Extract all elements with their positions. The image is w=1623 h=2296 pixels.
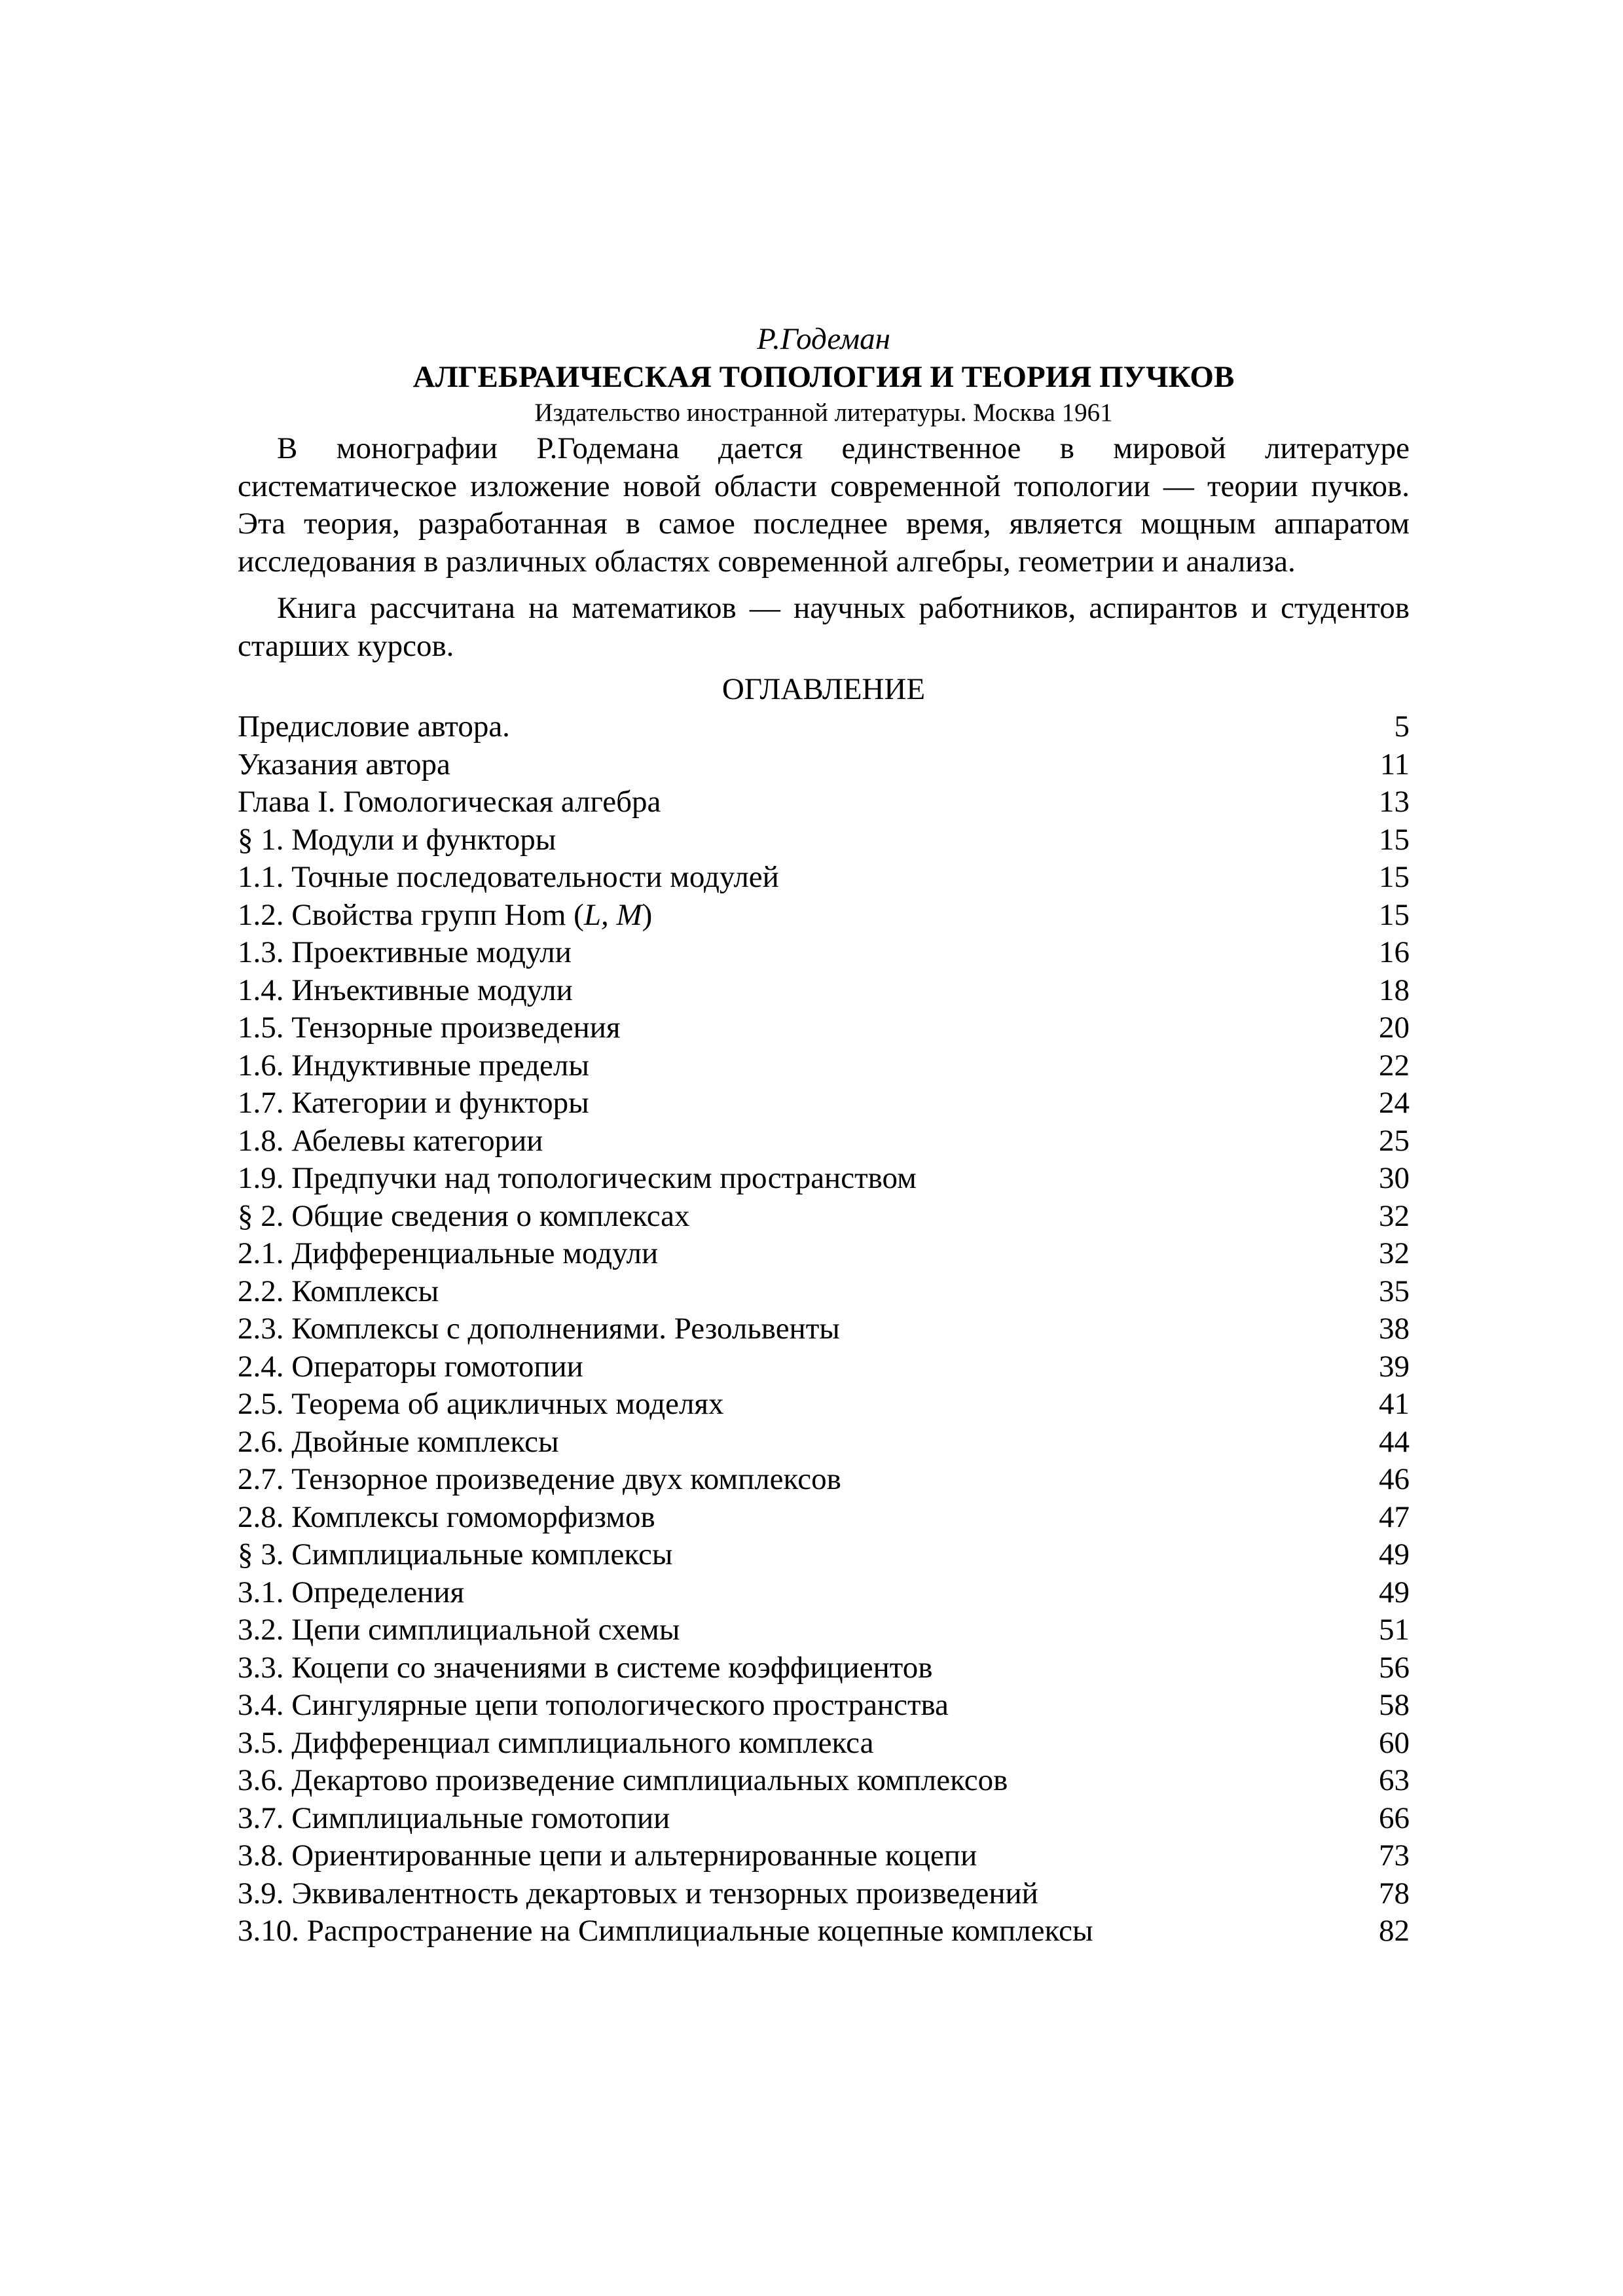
toc-entry-title: 2.2. Комплексы [238, 1274, 439, 1308]
toc-entry-page: 38 [1379, 1312, 1410, 1346]
toc-entry-title: § 3. Симплициальные комплексы [238, 1537, 673, 1571]
toc-entry-title: 2.3. Комплексы с дополнениями. Резольвенты [238, 1312, 840, 1346]
toc-entry-page: 51 [1379, 1613, 1410, 1647]
toc-entry-title: 1.5. Тензорные произведения [238, 1011, 621, 1045]
toc-entry [238, 1310, 1410, 1348]
toc-entry-page: 49 [1379, 1537, 1410, 1571]
book-author: Р.Годеман [757, 322, 890, 356]
toc-entry [238, 1461, 1410, 1499]
toc-entry-page: 63 [1379, 1763, 1410, 1797]
toc-entry-title: Указания автора [238, 747, 450, 781]
audience-paragraph: Книга рассчитана на математиков — научных работников, аспирантов и студентов старших курсов. [238, 591, 1410, 663]
toc-entry [238, 897, 1410, 935]
toc-entry-page: 58 [1379, 1688, 1410, 1722]
toc-entry-page: 32 [1379, 1236, 1410, 1270]
toc-entry [238, 1725, 1410, 1763]
toc-entry-title: 1.8. Абелевы категории [238, 1123, 543, 1158]
toc-entry-page: 44 [1379, 1424, 1410, 1459]
toc-entry-title: 3.9. Эквивалентность декартовых и тензорных произведений [238, 1876, 1038, 1910]
toc-entry-title: 3.3. Коцепи со значениями в системе коэффициентов [238, 1650, 933, 1685]
toc-entry-title: 1.1. Точные последовательности модулей [238, 860, 779, 894]
toc-entry-page: 39 [1379, 1349, 1410, 1384]
toc-entry-page: 24 [1379, 1086, 1410, 1120]
toc-entry [238, 1348, 1410, 1386]
toc-entry-title: § 2. Общие сведения о комплексах [238, 1198, 690, 1233]
toc-entry [238, 1160, 1410, 1198]
toc-entry-page: 78 [1379, 1876, 1410, 1910]
book-title: АЛГЕБРАИЧЕСКАЯ ТОПОЛОГИЯ И ТЕОРИЯ ПУЧКОВ [412, 360, 1235, 394]
toc-entry-page: 15 [1379, 897, 1410, 932]
toc-entry-page: 41 [1379, 1387, 1410, 1421]
toc-entry [238, 746, 1410, 784]
toc-entry-page: 82 [1379, 1914, 1410, 1948]
toc-entry [238, 1875, 1410, 1913]
toc-entry [238, 1800, 1410, 1838]
toc-entry-title: 3.1. Определения [238, 1575, 465, 1609]
toc-entry [238, 1386, 1410, 1424]
toc-entry [238, 1837, 1410, 1875]
toc-entry [238, 1009, 1410, 1047]
toc-entry-page: 35 [1379, 1274, 1410, 1308]
toc-entry-title: 3.8. Ориентированные цепи и альтернированные коцепи [238, 1839, 977, 1873]
toc-entry-title: 1.2. Свойства групп Hom (L, M) [238, 897, 653, 932]
toc-entry-page: 56 [1379, 1650, 1410, 1685]
toc-entry-title: Предисловие автора. [238, 709, 510, 744]
toc-entry-title: 3.5. Дифференциал симплициального комплекса [238, 1725, 874, 1760]
toc-entry-title: § 1. Модули и функторы [238, 822, 556, 857]
toc-entry [238, 1536, 1410, 1574]
toc-entry-page: 49 [1379, 1575, 1410, 1609]
toc-entry [238, 972, 1410, 1010]
toc-entry-title: 3.6. Декартово произведение симплициальных комплексов [238, 1763, 1008, 1797]
toc-entry [238, 934, 1410, 972]
table-of-contents [238, 708, 1410, 1950]
toc-entry-title: Глава I. Гомологическая алгебра [238, 785, 661, 819]
toc-entry-page: 30 [1379, 1161, 1410, 1195]
toc-entry [238, 1762, 1410, 1800]
toc-entry-page: 20 [1379, 1011, 1410, 1045]
description-paragraph: В монографии Р.Годемана дается единственное в мировой литературе систематическое изложение новой области современной топологии — теории пучков. Эта теория, разработанная в самое последнее время, является мощным аппаратом исследования в различных областях современной алгебры, геометрии и анализа. [238, 431, 1410, 579]
toc-entry-page: 66 [1379, 1801, 1410, 1835]
toc-entry [238, 1649, 1410, 1687]
toc-entry [238, 1198, 1410, 1236]
toc-entry [238, 1499, 1410, 1537]
toc-entry-title: 2.7. Тензорное произведение двух комплексов [238, 1462, 841, 1496]
toc-entry [238, 1912, 1410, 1950]
toc-entry [238, 783, 1410, 821]
toc-entry-title: 1.4. Инъективные модули [238, 973, 573, 1007]
toc-entry [238, 1047, 1410, 1085]
toc-entry-title: 2.6. Двойные комплексы [238, 1424, 559, 1459]
toc-heading: ОГЛАВЛЕНИЕ [721, 672, 926, 706]
toc-entry-title: 1.3. Проективные модули [238, 935, 572, 969]
toc-entry [238, 1122, 1410, 1160]
toc-entry-page: 60 [1379, 1725, 1410, 1760]
toc-entry-title: 2.8. Комплексы гомоморфизмов [238, 1499, 655, 1534]
book-publisher: Издательство иностранной литературы. Москва 1961 [534, 399, 1113, 427]
toc-entry-title: 2.5. Теорема об ацикличных моделях [238, 1387, 724, 1421]
toc-entry-title: 3.2. Цепи симплициальной схемы [238, 1613, 680, 1647]
toc-entry [238, 1085, 1410, 1122]
toc-entry-page: 16 [1379, 935, 1410, 969]
toc-entry-title: 3.7. Симплициальные гомотопии [238, 1801, 670, 1835]
toc-entry [238, 1687, 1410, 1725]
toc-entry-title: 1.7. Категории и функторы [238, 1086, 589, 1120]
toc-entry-page: 15 [1379, 860, 1410, 894]
toc-entry-page: 5 [1394, 709, 1410, 744]
toc-entry-page: 47 [1379, 1499, 1410, 1534]
toc-entry-title: 2.4. Операторы гомотопии [238, 1349, 583, 1384]
toc-entry-title: 3.4. Сингулярные цепи топологического пространства [238, 1688, 949, 1722]
toc-entry [238, 1235, 1410, 1273]
toc-entry-title: 2.1. Дифференциальные модули [238, 1236, 659, 1270]
toc-entry-page: 73 [1379, 1839, 1410, 1873]
toc-entry [238, 1574, 1410, 1612]
toc-entry-title: 1.9. Предпучки над топологическим пространством [238, 1161, 917, 1195]
document-page [238, 321, 1410, 1950]
toc-entry-page: 13 [1379, 785, 1410, 819]
toc-entry-page: 22 [1379, 1048, 1410, 1083]
toc-entry-page: 25 [1379, 1123, 1410, 1158]
toc-entry-page: 32 [1379, 1198, 1410, 1233]
toc-entry [238, 1611, 1410, 1649]
toc-entry-page: 11 [1379, 747, 1410, 781]
toc-entry [238, 1424, 1410, 1462]
toc-entry-page: 15 [1379, 822, 1410, 857]
toc-entry-title: 3.10. Распространение на Симплициальные коцепные комплексы [238, 1914, 1093, 1948]
toc-entry-page: 46 [1379, 1462, 1410, 1496]
toc-entry [238, 859, 1410, 897]
toc-entry [238, 708, 1410, 746]
toc-entry-page: 18 [1379, 973, 1410, 1007]
toc-entry [238, 1273, 1410, 1311]
toc-entry-title: 1.6. Индуктивные пределы [238, 1048, 589, 1083]
toc-entry [238, 821, 1410, 859]
